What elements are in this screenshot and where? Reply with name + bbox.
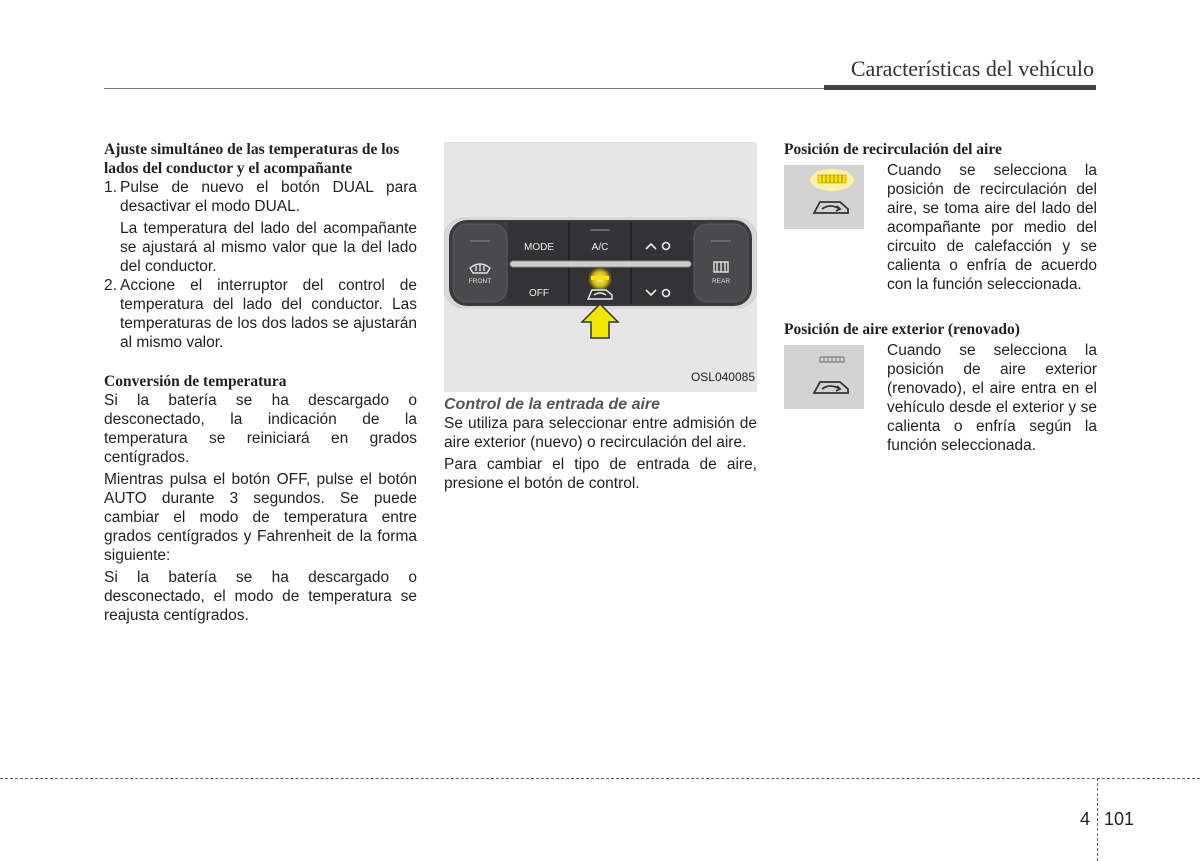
rear-label: REAR — [711, 278, 731, 285]
indicator-led — [470, 240, 490, 242]
paragraph: Mientras pulsa el botón OFF, pulse el botón AUTO durante 3 segundos. Se puede cambiar el modo de temperatura entre grados centígrados y Fahrenheit de la forma siguiente: — [104, 471, 417, 564]
front-label: FRONT — [468, 278, 492, 285]
column-left — [104, 140, 417, 625]
fresh-air-description: Cuando se selecciona la posición de aire exterior (renovado), el aire entra en el vehículo desde el exterior y se calienta o enfría según la función seleccionada. — [887, 342, 1097, 454]
footer-rule — [0, 778, 1200, 779]
list-item — [104, 178, 417, 276]
page-number: 101 — [1104, 809, 1135, 829]
step-text: Accione el interruptor del control de temperatura del lado del conductor. Las temperaturas de los dos lados se ajustarán al mismo valor. — [120, 277, 417, 351]
section-heading-fresh-air: Posición de aire exterior (renovado) — [784, 321, 1020, 338]
recirculation-position-image — [784, 165, 864, 229]
paragraph: Se utiliza para seleccionar entre admisión de aire exterior (nuevo) o recirculación del aire. — [444, 415, 757, 451]
paragraph: Para cambiar el tipo de entrada de aire, presione el botón de control. — [444, 456, 757, 492]
step-number: 2. — [104, 277, 117, 294]
ac-button-label: A/C — [591, 242, 609, 253]
off-button-label: OFF — [529, 288, 549, 299]
page-header-title: Características del vehículo — [850, 56, 1094, 81]
fresh-air-block — [784, 341, 1097, 455]
indicator-led — [590, 229, 610, 231]
arrow-up-icon — [582, 304, 618, 338]
section-number: 4 — [1080, 809, 1091, 829]
header-rule-accent — [824, 85, 1096, 90]
control-panel-figure — [444, 142, 757, 392]
figure-caption: Control de la entrada de aire — [444, 396, 661, 413]
column-middle — [444, 142, 757, 493]
paragraph: Si la batería se ha descargado o desconectado, la indicación de la temperatura se reiniciará en grados centígrados. — [104, 392, 417, 466]
section-heading-conversion: Conversión de temperatura — [104, 373, 287, 390]
indicator-led-active — [591, 276, 609, 280]
paragraph: Si la batería se ha descargado o desconectado, el modo de temperatura se reajusta centígrados. — [104, 569, 417, 624]
fresh-air-position-image — [784, 345, 864, 409]
recirculation-car-icon — [814, 202, 848, 213]
recirculation-block — [784, 161, 1097, 294]
step-number: 1. — [104, 179, 117, 196]
step-text: Pulse de nuevo el botón DUAL para desactivar el modo DUAL. — [120, 179, 417, 215]
indicator-led — [711, 240, 731, 242]
recirculation-description: Cuando se selecciona la posición de recirculación del aire, se toma aire del lado del acompañante por medio del circuito de calefacción y se calienta o enfría de acuerdo con la función seleccionada. — [887, 162, 1097, 293]
column-right — [784, 140, 1097, 455]
climate-control-panel-illustration — [444, 142, 757, 392]
section-heading-recirculation: Posición de recirculación del aire — [784, 141, 1002, 158]
mode-button-label: MODE — [524, 242, 554, 253]
section-heading-dual: Ajuste simultáneo de las temperaturas de los lados del conductor y el acompañante — [104, 141, 400, 177]
step-subtext: La temperatura del lado del acompañante se ajustará al mismo valor que la del lado del conductor. — [120, 220, 417, 275]
fresh-air-car-icon — [814, 382, 848, 393]
footer-divider — [1097, 778, 1098, 861]
steps-list — [104, 178, 417, 352]
figure-code: OSL040085 — [690, 370, 755, 384]
list-item — [104, 276, 417, 352]
